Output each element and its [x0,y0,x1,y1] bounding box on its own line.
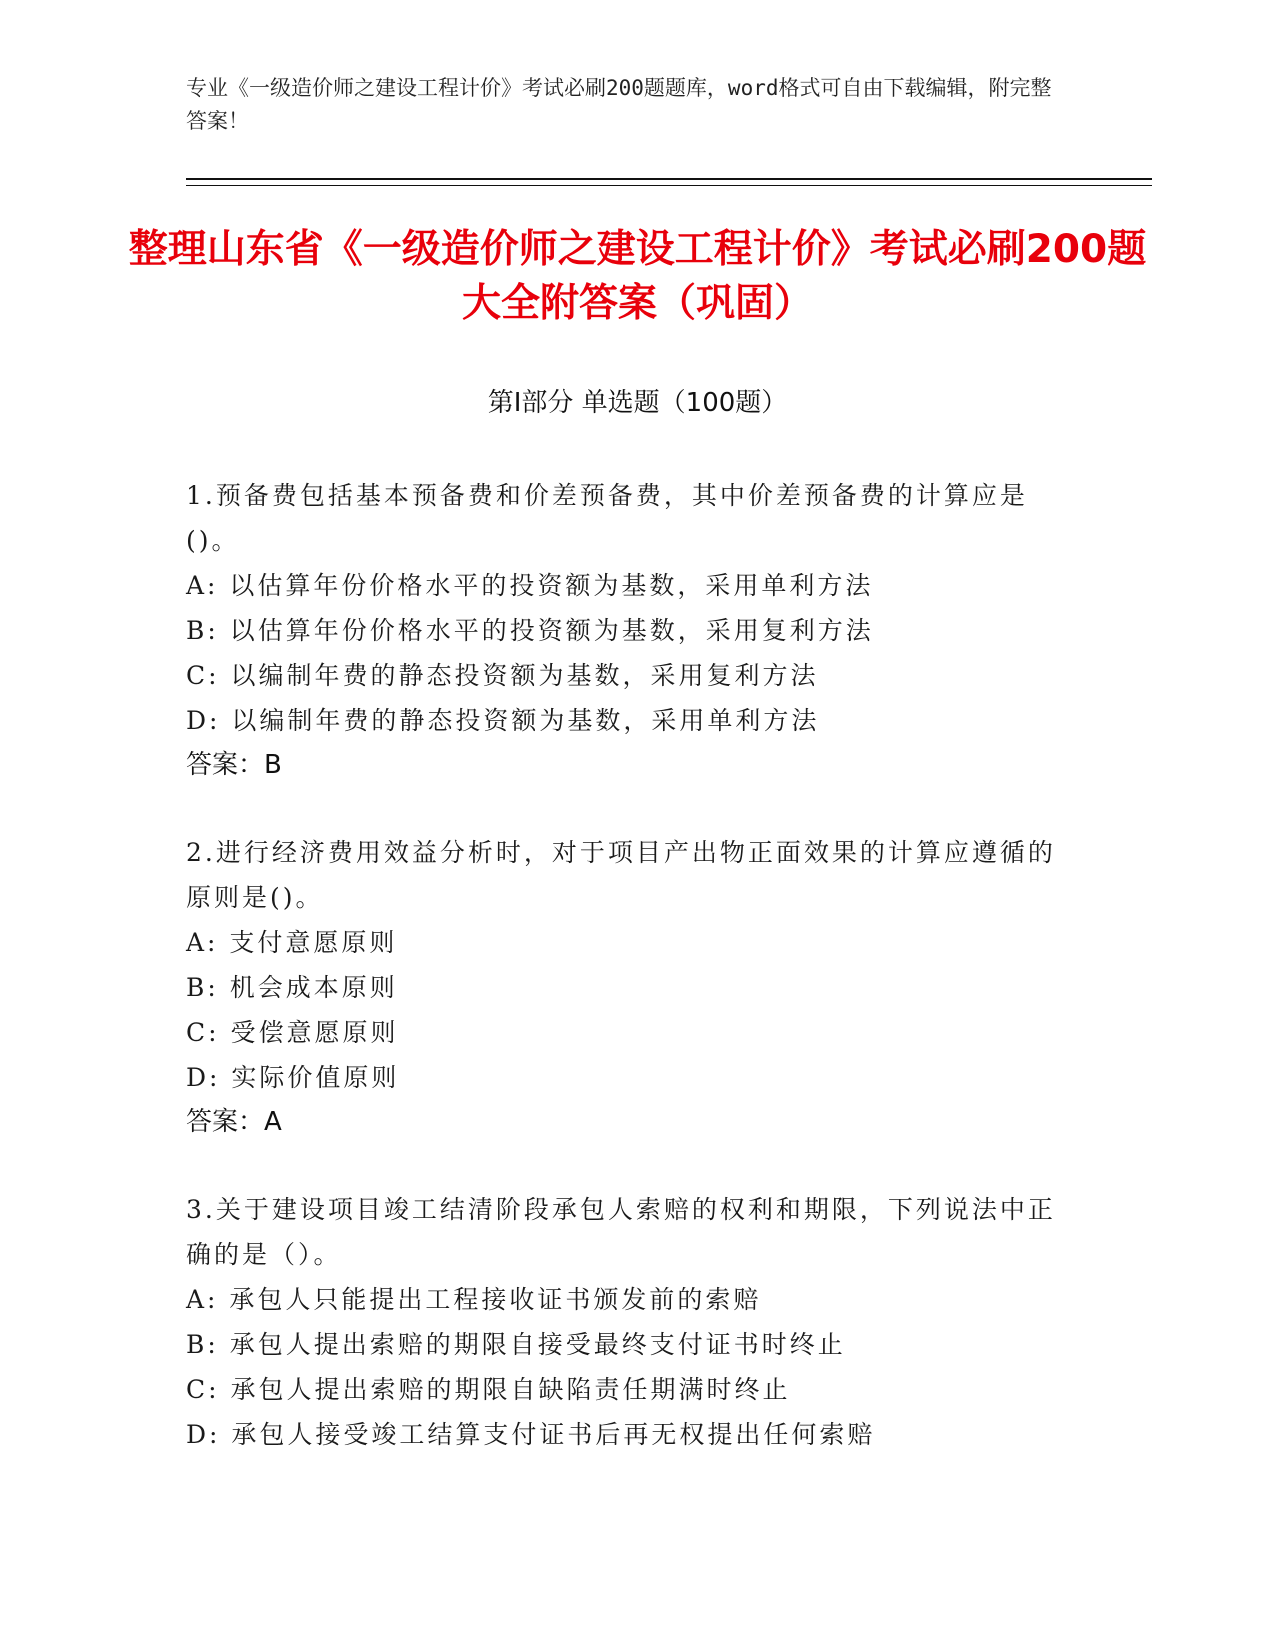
header-divider-thick [186,178,1152,180]
answer: 答案：A [186,1107,282,1137]
option-c: C: 承包人提出索赔的期限自缺陷责任期满时终止 [186,1375,791,1404]
option-d: D: 实际价值原则 [186,1063,400,1092]
option-d: D: 以编制年费的静态投资额为基数，采用单利方法 [186,706,820,735]
option-a: A: 支付意愿原则 [186,928,398,957]
question-1 [186,473,1066,788]
option-a: A: 承包人只能提出工程接收证书颁发前的索赔 [186,1285,762,1314]
question-list [186,473,1066,1499]
document-title: 整理山东省《一级造价师之建设工程计价》考试必刷200题大全附答案（巩固） [128,227,1147,326]
question-stem: 3.关于建设项目竣工结清阶段承包人索赔的权利和期限，下列说法中正确的是（）。 [186,1195,1056,1269]
option-c: C: 以编制年费的静态投资额为基数，采用复利方法 [186,661,819,690]
option-b: B: 承包人提出索赔的期限自接受最终支付证书时终止 [186,1330,846,1359]
question-stem: 1.预备费包括基本预备费和价差预备费，其中价差预备费的计算应是()。 [186,481,1028,555]
option-b: B: 以估算年份价格水平的投资额为基数，采用复利方法 [186,616,874,645]
option-c: C: 受偿意愿原则 [186,1018,399,1047]
question-2 [186,830,1066,1145]
answer: 答案：B [186,750,282,780]
option-d: D: 承包人接受竣工结算支付证书后再无权提出任何索赔 [186,1420,876,1449]
option-b: B: 机会成本原则 [186,973,398,1002]
question-3 [186,1187,1066,1457]
question-stem: 2.进行经济费用效益分析时，对于项目产出物正面效果的计算应遵循的原则是()。 [186,838,1056,912]
section-title: 第Ⅰ部分 单选题（100题） [487,388,788,418]
header-divider-thin [186,185,1152,186]
option-a: A: 以估算年份价格水平的投资额为基数，采用单利方法 [186,571,874,600]
header-note: 专业《一级造价师之建设工程计价》考试必刷200题题库，word格式可自由下载编辑，附完整答案！ [186,76,1052,133]
